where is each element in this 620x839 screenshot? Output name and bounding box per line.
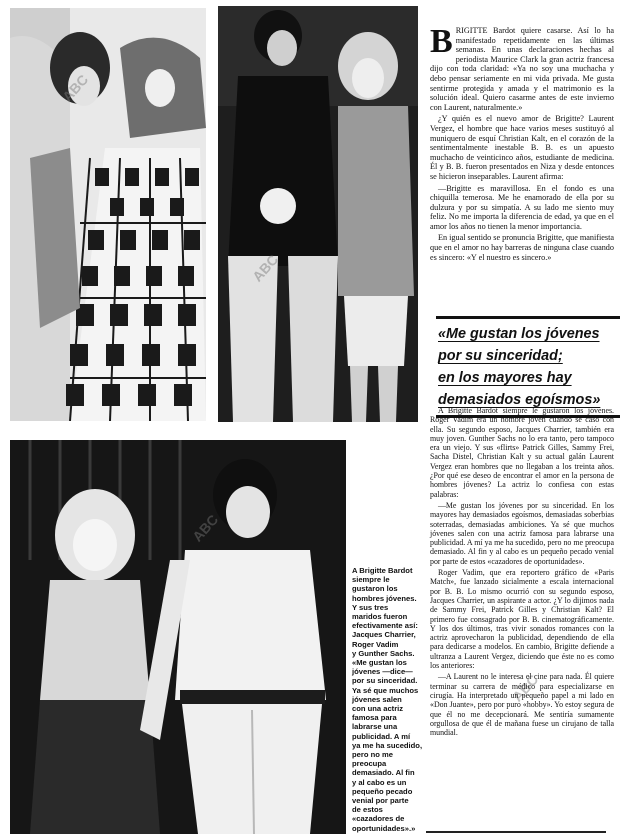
photo-bardot-checked-dress: [10, 8, 206, 421]
body-paragraph: —Me gustan los jóvenes por su sinceridad. En los mayores hay demasiados egoísmos, demasiadas soberbias soterradas, demasiadas ambiciones. Ya sé que muchos jóvenes salen con una actriz famosa para labrarse una publicidad. A mí ya me ha sucedido, pero no me preocupa demasiado. Al fin y al cabo es un pequeño pecado venial por parte de estos «cazadores de oportunidades».: [430, 500, 614, 566]
caption-line: gustaron los: [352, 584, 398, 594]
caption-line: Y sus tres: [352, 602, 389, 612]
pull-quote: [436, 316, 620, 418]
body-paragraph: —A Laurent no le interesa el cine para nada. Él quiere terminar su carrera de médico para especializarse en cirugía. Ha interpretado un pequeño papel a mi lado en «Don Juante», pero por puro «hobby». Yo estoy segura de que él no me decepcionará. Me sentiría sumamente orgullosa de que él de mañana fuese un cirujano de talla mundial.: [430, 672, 614, 738]
caption-line: y Gunther Sachs.: [352, 648, 415, 658]
caption-line: labrarse una: [352, 722, 398, 732]
photo-couple-night: [10, 440, 346, 834]
intro-paragraph: ¿Y quién es el nuevo amor de Brigitte? Laurent Vergez, el hombre que hace varios meses sustituyó al muniquero de esquí Christian Kalt, en el corazón de la sentimentalmente inestable B. B. es un apuesto muchacho de veinticinco años, estudiante de medicina. Él y B. B. fueron presentados en Niza y desde entonces se hicieron inseparables. Laurent afirma:: [430, 114, 614, 181]
caption-line: demasiado. Al fin: [352, 768, 415, 778]
caption-line: A Brigitte Bardot: [352, 566, 413, 575]
pull-quote-line: demasiados egoísmos»: [438, 392, 601, 408]
intro-article-text: [430, 23, 614, 264]
pull-quote-line: por su sinceridad;: [438, 348, 563, 364]
caption-line: venial por parte: [352, 796, 409, 806]
watermark: ABC: [59, 71, 92, 105]
pull-quote-line: «Me gustan los jóvenes: [438, 326, 600, 342]
caption-line: pero no me: [352, 750, 393, 760]
caption-line: con una actriz: [352, 704, 404, 714]
watermark: ABC: [249, 251, 282, 285]
caption-line: siempre le: [352, 575, 390, 585]
watermark: ABC: [509, 671, 542, 705]
pull-quote-line: en los mayores hay: [438, 370, 572, 386]
caption-line: efectivamente así:: [352, 621, 418, 631]
caption-line: publicidad. A mí: [352, 731, 411, 741]
caption-line: jóvenes —dice—: [352, 667, 413, 677]
watermark: ABC: [189, 511, 222, 545]
body-paragraph: Roger Vadim, que era reportero gráfico de «Paris Match», fue lanzado sicialmente a escala internacional por B. B. Lo mismo ocurrió con su segundo esposo, Jacques Charrier, un aspirante a actor. ¿Y lo dijimos nada de Sammy Frei, Patrick Gilles y Christian Kalt? El primero fue consagrado por B. B. cinematográficamente. Y los dos últimos, tras vivir sonados romances con la actriz aprovecharon la publicidad, dependiendo de ella para dedicarse a modelos. En cambio, Brigitte defiende a ultranza a Laurent Vergez, diciendo que éste no es como los anteriores:: [430, 568, 614, 671]
intro-paragraph: RIGITTE Bardot quiere casarse. Así lo ha manifestado repetidamente en las últimas semanas. En unas declaraciones hechas al periodista Maurice Clark la gran actriz francesa dijo con toda claridad: «Ya no soy una muchacha y debo pensar seriamente en mi vida privada. Me gusta sentirme protegida y amada y el matrimonio es la solución ideal. Quiero casarme antes de este invierno con Laurent, naturalmente.»: [430, 26, 614, 112]
body-article-text: [430, 406, 614, 739]
footer-rule: [426, 831, 606, 833]
caption-line: de estos: [352, 805, 383, 815]
caption-line: pequeño pecado: [352, 786, 413, 796]
intro-paragraph: —Brigitte es maravillosa. En el fondo es una chiquilla temerosa. Me he enamorado de ella por su dulzura y por su simpatía. A su lado me siento muy feliz. No me importa la diferencia de edad, ya que en el amor los años no tienen la menor importancia.: [430, 183, 614, 231]
caption-line: «Me gustan los: [352, 658, 407, 668]
caption-line: «cazadores de: [352, 814, 405, 824]
dropcap: B: [430, 23, 453, 60]
caption-line: jóvenes salen: [352, 694, 402, 704]
caption-line: Roger Vadim: [352, 639, 399, 649]
body-paragraph: A Brigitte Bardot siempre le gustaron los jóvenes. Roger Vadim era un hombre joven cuando se casó con ella. Su segundo esposo, Jacques Charrier, también era muy joven. Gunther Sachs no lo era tanto, pero tampoco era un viejo. Y sus «flirts» Patrick Gilles, Sammy Frei, Sacha Distel, Christian Kalt y su actual galán Laurent Vergez eran hombres que no llegaban a los treinta años. ¿Por qué ese deseo de encontrar el amor en la persona de hombres jóvenes? La actriz lo confiesa con estas palabras:: [430, 406, 614, 499]
intro-paragraph: En igual sentido se pronuncia Brigitte, que manifiesta que en el amor no hay barreras de ninguna clase cuando es sincero: «Y el nuestro es sincero.»: [430, 233, 614, 262]
caption-line: ya me ha sucedido,: [352, 740, 423, 750]
photo-couple-walking: [218, 6, 418, 422]
caption-line: famosa para: [352, 713, 397, 723]
caption-line: por su sinceridad.: [352, 676, 418, 686]
caption-line: maridos fueron: [352, 612, 408, 622]
caption-line: preocupa: [352, 759, 387, 769]
caption-line: oportunidades».»: [352, 823, 416, 833]
caption-line: y al cabo es un: [352, 777, 407, 787]
caption-line: Ya sé que muchos: [352, 685, 419, 695]
caption-line: hombres jóvenes.: [352, 593, 417, 603]
caption-line: Jacques Charrier,: [352, 630, 416, 640]
photo-caption: [352, 566, 428, 833]
